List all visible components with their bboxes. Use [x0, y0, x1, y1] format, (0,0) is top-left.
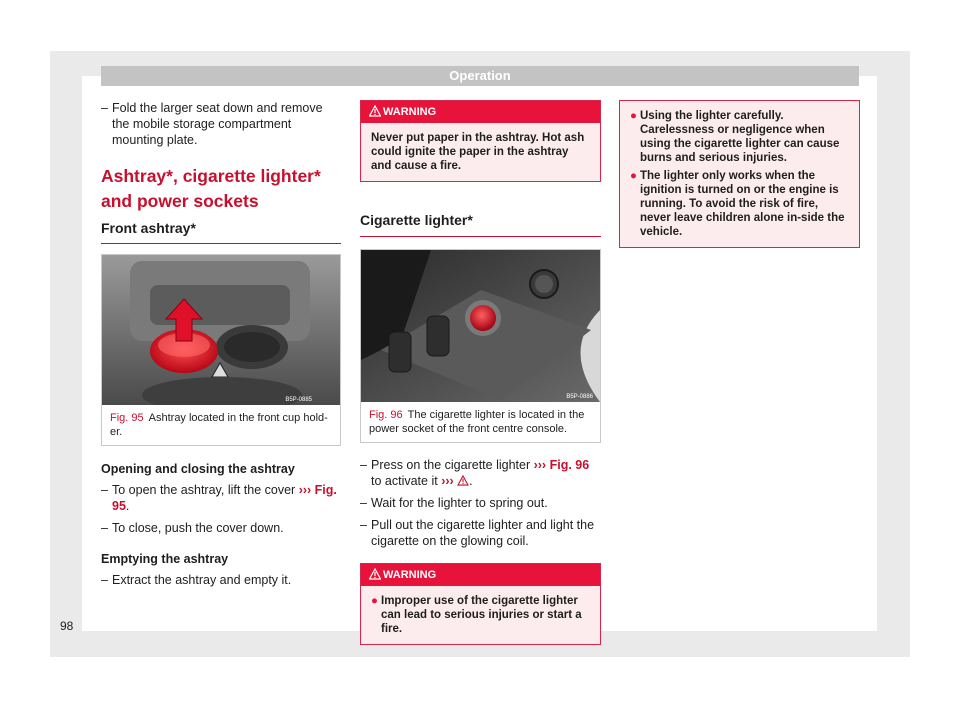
emptying-heading: Emptying the ashtray	[101, 552, 229, 566]
list-item: – Pull out the cigarette lighter and light the cigarette on the glowing coil.	[360, 518, 595, 548]
section-title: Ashtray*, cigarette lighter* and power sockets	[101, 166, 321, 211]
cross-ref-arrows: ›››	[441, 474, 454, 488]
warning-header	[361, 101, 600, 123]
opening-heading: Opening and closing the ashtray	[101, 462, 295, 476]
bullet-icon: ●	[630, 170, 637, 182]
subsection-title-ashtray: Front ashtray*	[101, 220, 341, 244]
bullet-icon: ●	[371, 595, 378, 607]
figure-95	[101, 254, 341, 446]
warning-text: Never put paper in the ashtray. Hot ash could ignite the paper in the ashtray and cause a fire.	[371, 132, 585, 172]
page-number: 98	[60, 619, 74, 633]
warning-text	[620, 101, 859, 247]
column-right	[619, 100, 860, 258]
warning-text: ● Improper use of the cigarette lighter can lead to serious injuries or start a fire.	[371, 595, 582, 635]
page-header: Operation	[101, 66, 859, 86]
figure-caption-text: The cigarette lighter is located in the power socket of the front centre console.	[369, 409, 585, 435]
cigarette-lighter-illustration	[361, 250, 600, 402]
figure-number: Fig. 95	[110, 412, 144, 424]
figure-code: B5P-0886	[566, 394, 593, 400]
figure-number: Fig. 96	[369, 409, 403, 421]
warning-header	[361, 564, 600, 586]
warning-triangle-icon[interactable]	[457, 475, 469, 486]
warning-label: WARNING	[383, 569, 437, 581]
cross-ref-arrows: ›››	[533, 458, 547, 472]
figure-caption	[361, 402, 600, 442]
column-middle	[360, 100, 601, 655]
figure-link[interactable]: Fig. 96	[549, 458, 590, 472]
warning-label: WARNING	[383, 106, 437, 118]
figure-link[interactable]: Fig. 95	[112, 483, 337, 513]
ashtray-illustration	[102, 255, 340, 405]
figure-code: B5P-0885	[285, 397, 312, 403]
warning-box	[360, 563, 601, 645]
list-item: ● Using the lighter carefully. Carelessness or negligence when using the cigarette lighter can cause burns and serious injuries.	[630, 110, 840, 164]
list-item: – To close, push the cover down.	[101, 521, 284, 535]
bullet-icon: ●	[630, 110, 637, 122]
warning-box	[360, 100, 601, 182]
list-item: – To open the ashtray, lift the cover ››› Fig. 95.	[101, 483, 337, 513]
list-item: – Press on the cigarette lighter ››› Fig. 96 to activate it ››› .	[360, 458, 590, 488]
list-item: – Fold the larger seat down and remove the mobile storage compartment mounting plate.	[101, 101, 323, 147]
warning-triangle-icon	[369, 568, 381, 580]
warning-box-continued	[619, 100, 860, 248]
warning-triangle-icon	[369, 105, 381, 117]
cross-ref-arrows: ›››	[298, 483, 312, 497]
list-item: – Wait for the lighter to spring out.	[360, 496, 548, 510]
figure-96	[360, 249, 601, 443]
intro-item-text: Fold the larger seat down and remove the mobile storage compartment mounting plate.	[112, 101, 323, 147]
figure-caption	[102, 405, 340, 445]
column-left	[101, 100, 341, 594]
list-item: ● The lighter only works when the ignition is turned on or the engine is running. To avoid the risk of fire, never leave children alone in-side the vehicle.	[630, 170, 845, 238]
subsection-title-lighter: Cigarette lighter*	[360, 212, 601, 237]
list-item: – Extract the ashtray and empty it.	[101, 573, 292, 587]
figure-caption-text: Ashtray located in the front cup hold-er.	[110, 412, 328, 438]
